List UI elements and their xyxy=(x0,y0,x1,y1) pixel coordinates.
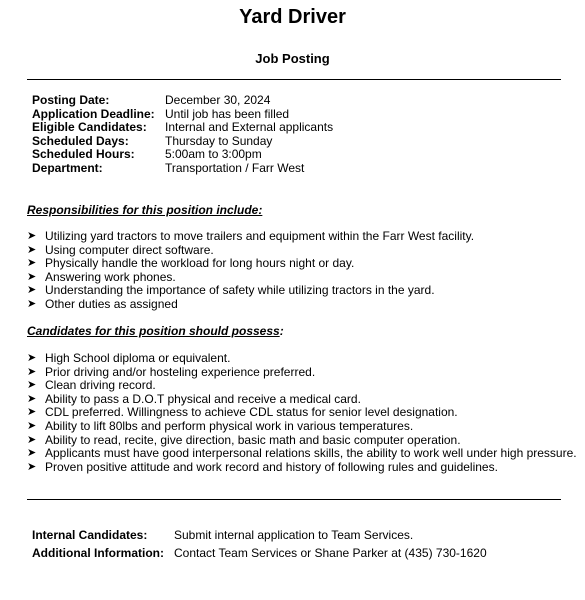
list-item-text: High School diploma or equivalent. xyxy=(45,351,231,365)
list-item-text: Physically handle the workload for long hours night or day. xyxy=(45,256,355,271)
list-item-text: Other duties as assigned xyxy=(45,296,178,311)
document-subtitle: Job Posting xyxy=(255,51,330,66)
footer-label: Additional Information: xyxy=(32,546,164,560)
detail-value: Thursday to Sunday xyxy=(165,133,273,148)
list-item-text: Clean driving record. xyxy=(45,378,156,393)
list-item-text: CDL preferred. Willingness to achieve CDL status for senior level designation. xyxy=(45,405,458,420)
detail-label: Scheduled Hours: xyxy=(32,147,135,162)
bottom-divider xyxy=(27,499,561,500)
arrowhead-bullet-icon: ➤ xyxy=(27,284,37,297)
detail-value: Until job has been filled xyxy=(165,106,290,121)
list-item-text: Proven positive attitude and work record and history of following rules and guidelines. xyxy=(45,459,498,474)
footer-value: Contact Team Services or Shane Parker at (435) 730-1620 xyxy=(174,546,487,560)
arrowhead-bullet-icon: ➤ xyxy=(27,257,37,270)
detail-value: 5:00am to 3:00pm xyxy=(165,147,262,162)
list-item-text: Applicants must have good interpersonal relations skills, the ability to work well under high pressure. xyxy=(45,446,577,461)
detail-label: Application Deadline: xyxy=(32,106,155,121)
qualifications-heading-colon: : xyxy=(279,324,284,338)
arrowhead-bullet-icon: ➤ xyxy=(27,379,37,392)
list-item-text: Ability to read, recite, give direction, basic math and basic computer operation. xyxy=(45,432,461,447)
detail-label: Scheduled Days: xyxy=(32,133,129,148)
list-item-text: Understanding the importance of safety while utilizing tractors in the yard. xyxy=(45,283,435,298)
arrowhead-bullet-icon: ➤ xyxy=(27,392,37,405)
list-item-text: Using computer direct software. xyxy=(45,242,214,257)
detail-label: Eligible Candidates: xyxy=(32,120,147,135)
responsibilities-heading-text: Responsibilities for this position include: xyxy=(27,203,263,217)
arrowhead-bullet-icon: ➤ xyxy=(27,270,37,283)
footer-label: Internal Candidates: xyxy=(32,528,148,542)
qualifications-heading xyxy=(27,324,284,338)
detail-label: Department: xyxy=(32,160,103,175)
list-item-text: Answering work phones. xyxy=(45,269,176,284)
arrowhead-bullet-icon: ➤ xyxy=(27,352,37,364)
footer-value: Submit internal application to Team Services. xyxy=(174,528,414,542)
responsibilities-heading xyxy=(27,203,262,217)
arrowhead-bullet-icon: ➤ xyxy=(27,460,37,473)
detail-value: Internal and External applicants xyxy=(165,120,334,135)
arrowhead-bullet-icon: ➤ xyxy=(27,447,37,460)
arrowhead-bullet-icon: ➤ xyxy=(27,243,37,256)
arrowhead-bullet-icon: ➤ xyxy=(27,433,37,446)
arrowhead-bullet-icon: ➤ xyxy=(27,406,37,419)
detail-value: Transportation / Farr West xyxy=(165,160,305,175)
detail-label: Posting Date: xyxy=(32,93,110,107)
list-item-text: Utilizing yard tractors to move trailers and equipment within the Farr West facility. xyxy=(45,229,475,243)
arrowhead-bullet-icon: ➤ xyxy=(27,419,37,432)
detail-value: December 30, 2024 xyxy=(165,93,271,107)
document-title: Yard Driver xyxy=(239,6,346,28)
arrowhead-bullet-icon: ➤ xyxy=(27,230,37,242)
arrowhead-bullet-icon: ➤ xyxy=(27,297,37,310)
list-item-text: Ability to pass a D.O.T physical and receive a medical card. xyxy=(45,391,361,406)
list-item-text: Prior driving and/or hosteling experience preferred. xyxy=(45,364,316,379)
qualifications-heading-text: Candidates for this position should possess xyxy=(27,324,280,338)
list-item-text: Ability to lift 80lbs and perform physical work in various temperatures. xyxy=(45,418,414,433)
arrowhead-bullet-icon: ➤ xyxy=(27,365,37,378)
top-divider xyxy=(27,79,561,80)
